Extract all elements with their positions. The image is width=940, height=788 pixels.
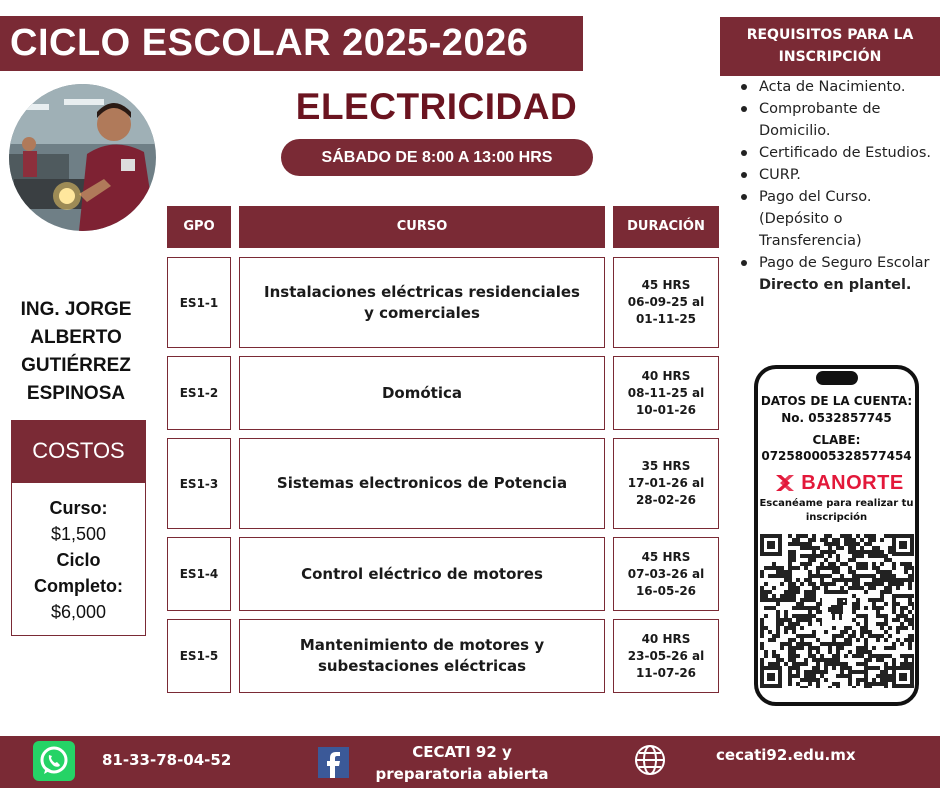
requirements-title: REQUISITOS PARA LA INSCRIPCIÓN <box>720 17 940 76</box>
footer-website[interactable]: cecati92.edu.mx <box>716 746 856 764</box>
facebook-icon[interactable] <box>318 747 349 778</box>
requirements-list <box>738 76 938 296</box>
list-item: CURP. <box>738 164 938 186</box>
subject-title: ELECTRICIDAD <box>295 86 578 127</box>
clabe-label: CLABE: <box>812 433 861 447</box>
table-row-course: Domótica <box>239 356 605 430</box>
list-item-text: Pago de Seguro Escolar <box>759 255 930 271</box>
scan-instructions: Escanéame para realizar tu inscripción <box>759 498 914 523</box>
student-photo <box>9 84 156 231</box>
table-row-group: ES1-5 <box>167 619 231 693</box>
table-row-duration: 45 HRS 07-03-26 al 16-05-26 <box>613 537 719 611</box>
page-title: CICLO ESCOLAR 2025-2026 <box>0 16 583 71</box>
list-item-emphasis: Directo en plantel. <box>759 277 912 293</box>
bank-logo <box>766 472 912 494</box>
column-header-duration: DURACIÓN <box>613 206 719 248</box>
globe-icon <box>634 744 666 776</box>
table-row-duration: 35 HRS 17-01-26 al 28-02-26 <box>613 438 719 529</box>
table-row-course: Instalaciones eléctricas residenciales y comerciales <box>239 257 605 348</box>
table-row-group: ES1-2 <box>167 356 231 430</box>
schedule-pill: SÁBADO DE 8:00 A 13:00 HRS <box>281 139 593 176</box>
list-item: Certificado de Estudios. <box>738 142 938 164</box>
table-row-duration: 45 HRS 06-09-25 al 01-11-25 <box>613 257 719 348</box>
course-cost-label: Curso: <box>49 498 108 518</box>
qr-code[interactable] <box>760 534 914 688</box>
bank-name: BANORTE <box>801 471 904 494</box>
table-row-course: Sistemas electronicos de Potencia <box>239 438 605 529</box>
table-row-group: ES1-4 <box>167 537 231 611</box>
table-row-course: Control eléctrico de motores <box>239 537 605 611</box>
list-item: Acta de Nacimiento. <box>738 76 938 98</box>
clabe-info <box>758 432 915 464</box>
costs-box <box>11 482 146 636</box>
account-info <box>758 393 915 427</box>
instructor-name: ING. JORGE ALBERTO GUTIÉRREZ ESPINOSA <box>20 299 132 404</box>
table-row-course: Mantenimiento de motores y subestaciones eléctricas <box>239 619 605 693</box>
list-item: Comprobante de Domicilio. <box>738 98 938 142</box>
banorte-logo-icon <box>774 474 796 492</box>
table-row-duration: 40 HRS 23-05-26 al 11-07-26 <box>613 619 719 693</box>
list-item <box>738 252 938 296</box>
column-header-course: CURSO <box>239 206 605 248</box>
account-label: DATOS DE LA CUENTA: <box>760 394 913 408</box>
list-item: Pago del Curso. (Depósito o Transferencia) <box>738 186 938 252</box>
footer-phone[interactable]: 81-33-78-04-52 <box>102 751 232 769</box>
phone-notch <box>816 371 858 385</box>
table-row-duration: 40 HRS 08-11-25 al 10-01-26 <box>613 356 719 430</box>
footer-facebook[interactable]: CECATI 92 y preparatoria abierta <box>375 743 549 783</box>
whatsapp-icon[interactable] <box>32 741 76 781</box>
costs-title: COSTOS <box>11 420 146 482</box>
course-cost-value: $1,500 <box>50 524 107 544</box>
table-row-group: ES1-3 <box>167 438 231 529</box>
account-number: No. 0532857745 <box>781 411 892 425</box>
table-row-group: ES1-1 <box>167 257 231 348</box>
cycle-cost-value: $6,000 <box>50 602 107 622</box>
column-header-group: GPO <box>167 206 231 248</box>
cycle-cost-label: Ciclo Completo: <box>34 550 123 596</box>
clabe-number: 072580005328577454 <box>761 449 912 463</box>
